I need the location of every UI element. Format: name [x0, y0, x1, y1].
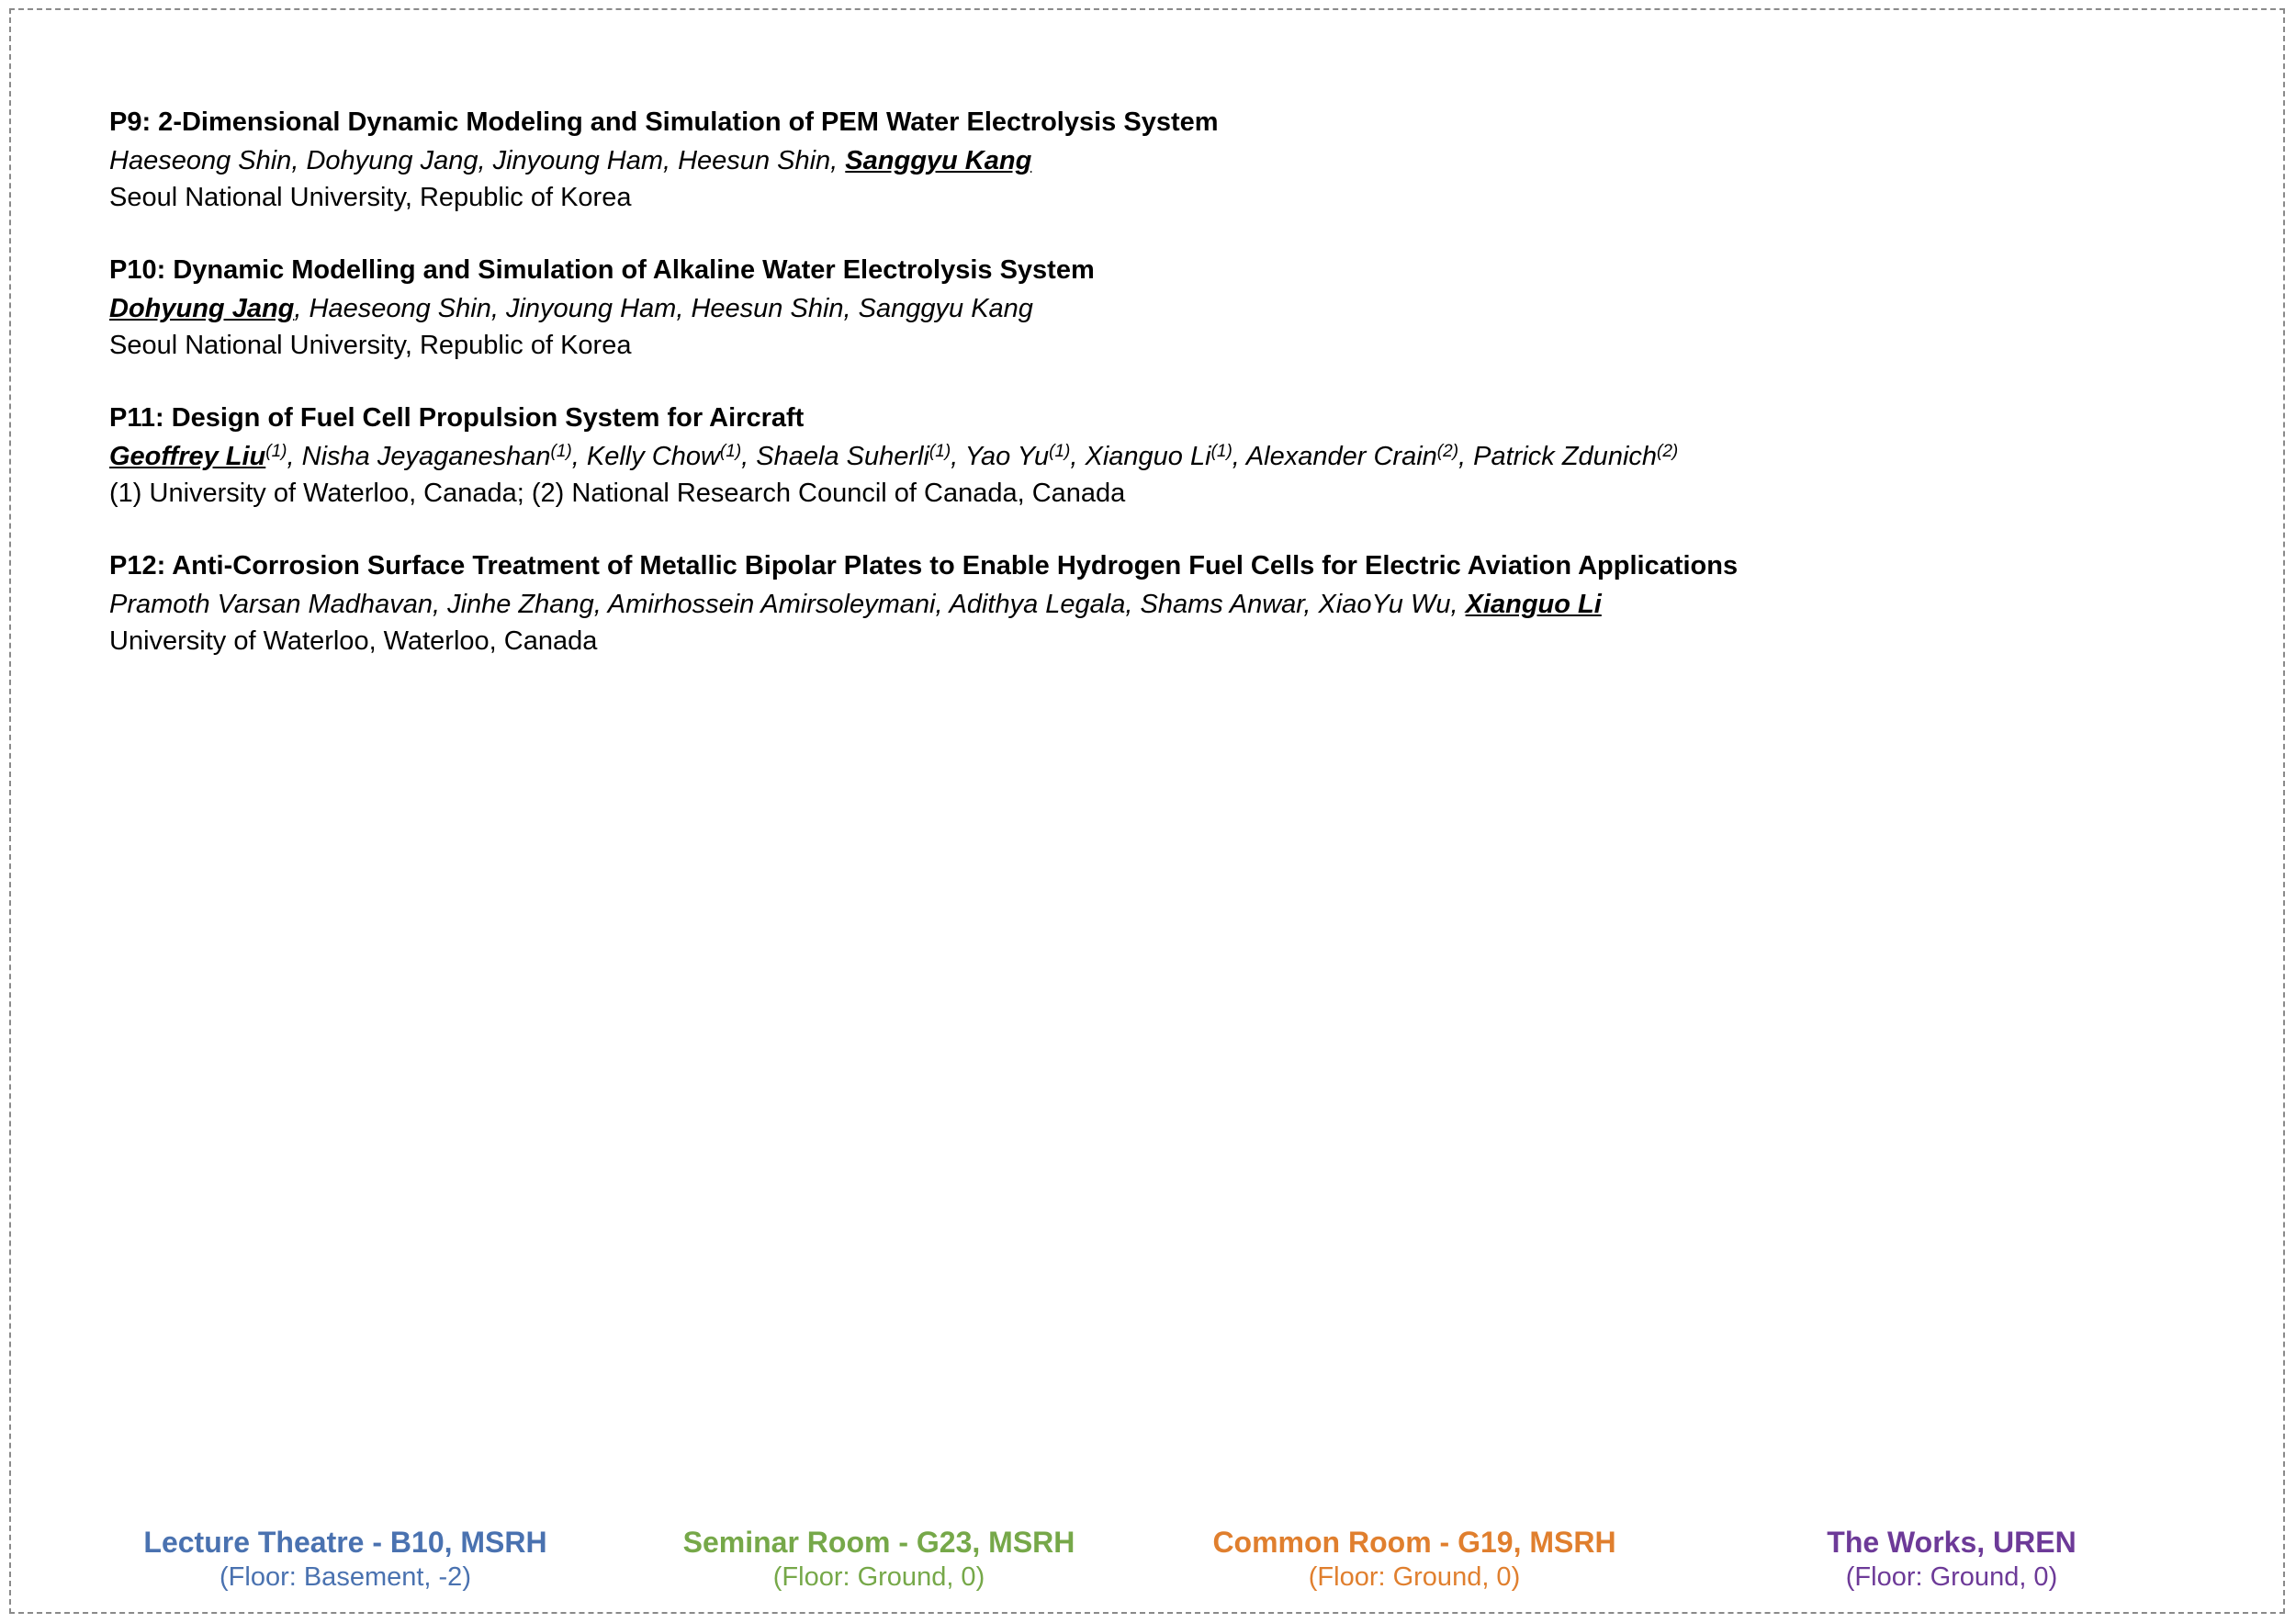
author-name: Shaela Suherli: [756, 442, 929, 471]
author-name: Nisha Jeyaganeshan: [301, 442, 551, 471]
room-legend: [0, 1523, 2296, 1596]
author-affiliation-marker: (2): [1436, 442, 1459, 461]
room-legend-item-the-works: [1694, 1523, 2209, 1593]
author-name: Pramoth Varsan Madhavan: [109, 590, 433, 619]
presenting-author-name: Xianguo Li: [1465, 590, 1602, 619]
room-legend-item-common-room: [1157, 1523, 1671, 1593]
author-affiliation-marker: (1): [719, 442, 742, 461]
room-name: Common Room - G19, MSRH: [1212, 1526, 1616, 1559]
paper-entry-p12: [109, 547, 2222, 659]
author-name: XiaoYu Wu: [1318, 590, 1451, 619]
author-name: Patrick Zdunich: [1473, 442, 1658, 471]
author-name: Sanggyu Kang: [858, 294, 1033, 323]
author-name: Shams Anwar: [1140, 590, 1304, 619]
paper-entry-p9: [109, 103, 2222, 215]
author-name: Kelly Chow: [586, 442, 720, 471]
presenting-author-name: Sanggyu Kang: [845, 146, 1032, 175]
author-name: Adithya Legala: [949, 590, 1126, 619]
author-affiliation-marker: (1): [1210, 442, 1232, 461]
paper-entry-p10: [109, 251, 2222, 363]
author-name: Heesun Shin: [691, 294, 844, 323]
room-legend-item-seminar-room: [622, 1523, 1136, 1593]
author-name: Alexander Crain: [1245, 442, 1437, 471]
author-name: Yao Yu: [964, 442, 1050, 471]
author-name: Haeseong Shin: [309, 294, 491, 323]
paper-affiliation: (1) University of Waterloo, Canada; (2) National Research Council of Canada, Canada: [109, 479, 1126, 508]
author-name: Amirhossein Amirsoleymani: [607, 590, 936, 619]
room-floor: (Floor: Ground, 0): [1845, 1562, 2058, 1592]
paper-authors: Geoffrey Liu$^{(1)}$, Nisha Jeyaganeshan$^{(1)}$, Kelly Chow$^{(1)}$, Shaela Suherli$^{(1)}$, Yao Yu$^{(1)}$, Xianguo Li$^{(1)}$, Alexander Crain$^{(2)}$, Patrick Zdunich$^{(2)}$: [109, 442, 1679, 471]
author-affiliation-marker: (1): [550, 442, 572, 461]
paper-title: P11: Design of Fuel Cell Propulsion System for Aircraft: [109, 403, 805, 433]
paper-affiliation: Seoul National University, Republic of Korea: [109, 183, 632, 212]
presenting-author-name: Dohyung Jang: [109, 294, 295, 323]
paper-affiliation: University of Waterloo, Waterloo, Canada: [109, 626, 598, 656]
paper-authors: Dohyung Jang, Haeseong Shin, Jinyoung Ham, Heesun Shin, Sanggyu Kang: [109, 294, 1033, 323]
author-name: Dohyung Jang: [306, 146, 478, 175]
room-name: Seminar Room - G23, MSRH: [682, 1526, 1075, 1559]
paper-authors: Pramoth Varsan Madhavan, Jinhe Zhang, Amirhossein Amirsoleymani, Adithya Legala, Shams Anwar, XiaoYu Wu, Xianguo Li: [109, 590, 1602, 619]
room-floor: (Floor: Basement, -2): [219, 1562, 471, 1592]
author-name: Jinyoung Ham: [492, 146, 663, 175]
room-floor: (Floor: Ground, 0): [772, 1562, 985, 1592]
presenting-author-name: Geoffrey Liu: [109, 442, 266, 471]
room-name: The Works, UREN: [1827, 1526, 2077, 1559]
room-name: Lecture Theatre - B10, MSRH: [143, 1526, 547, 1559]
poster-list: [109, 103, 2222, 694]
room-floor: (Floor: Ground, 0): [1308, 1562, 1521, 1592]
author-name: Haeseong Shin: [109, 146, 292, 175]
author-affiliation-marker: (1): [929, 442, 951, 461]
author-affiliation-marker: (1): [265, 442, 287, 461]
paper-title: P10: Dynamic Modelling and Simulation of Alkaline Water Electrolysis System: [109, 255, 1095, 285]
author-name: Jinhe Zhang: [447, 590, 594, 619]
author-affiliation-marker: (1): [1049, 442, 1071, 461]
paper-title: P12: Anti-Corrosion Surface Treatment of Metallic Bipolar Plates to Enable Hydrogen Fuel Cells for Electric Aviation Applications: [109, 551, 1739, 580]
room-legend-item-lecture-theatre: [88, 1523, 602, 1593]
paper-authors: Haeseong Shin, Dohyung Jang, Jinyoung Ham, Heesun Shin, Sanggyu Kang: [109, 146, 1032, 175]
author-name: Xianguo Li: [1085, 442, 1211, 471]
paper-entry-p11: [109, 399, 2222, 511]
author-affiliation-marker: (2): [1657, 442, 1679, 461]
paper-title: P9: 2-Dimensional Dynamic Modeling and Simulation of PEM Water Electrolysis System: [109, 107, 1219, 137]
paper-affiliation: Seoul National University, Republic of Korea: [109, 331, 632, 360]
author-name: Heesun Shin: [678, 146, 831, 175]
author-name: Jinyoung Ham: [505, 294, 677, 323]
